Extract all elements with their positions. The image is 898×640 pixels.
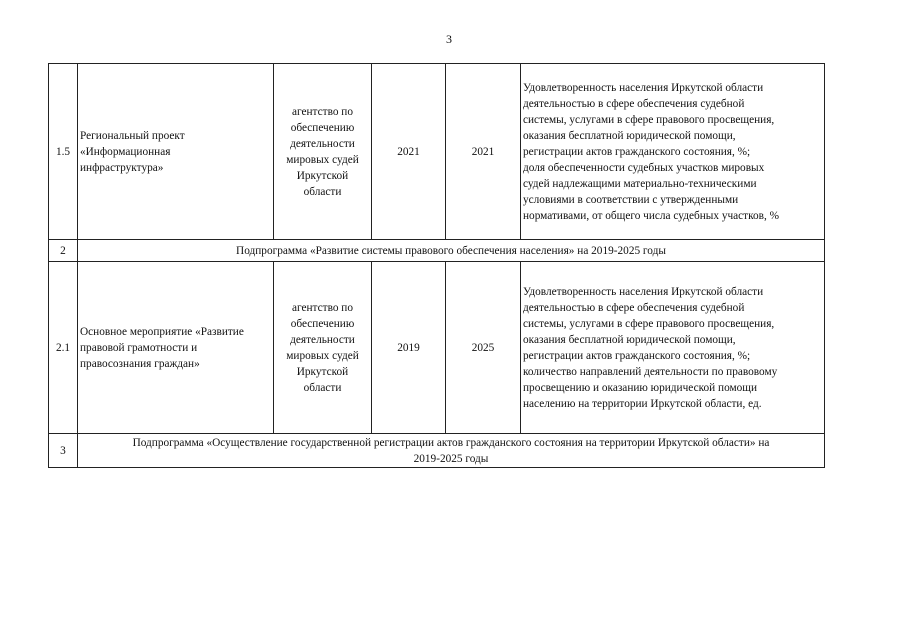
indicator-line: условиями в соответствии с утвержденными [523,193,739,206]
activity-name [78,64,274,240]
page-number: 3 [446,32,452,46]
activity-name-line: Основное мероприятие «Развитие [80,325,244,338]
activity-name-line: правовой грамотности и [80,341,198,354]
executor-line: Иркутской [296,365,349,378]
activity-name-line: «Информационная [80,145,171,158]
indicators [521,64,825,240]
start-year: 2021 [372,64,446,240]
indicator-line: Удовлетворенность населения Иркутской области [523,81,764,94]
subprogram-row [49,434,825,468]
executor-line: агентство по [291,301,353,314]
row-number: 2.1 [49,262,78,434]
indicator-line: доля обеспеченности судебных участков мировых [523,161,765,174]
indicator-line: деятельностью в сфере обеспечения судебной [523,97,745,110]
indicator-line: судей надлежащими материально-техническими [523,177,757,190]
indicator-line: количество направлений деятельности по правовому [523,365,778,378]
program-table [48,63,825,468]
activity-name-line: инфраструктура» [80,161,164,174]
indicator-line: оказания бесплатной юридической помощи, [523,129,736,142]
indicator-line: оказания бесплатной юридической помощи, [523,333,736,346]
executor [274,64,372,240]
executor-line: области [303,185,342,198]
indicator-line: населению на территории Иркутской области, ед. [523,397,762,410]
indicator-line: регистрации актов гражданского состояния, %; [523,349,751,362]
indicator-line: системы, услугами в сфере правового просвещения, [523,317,775,330]
indicator-line: Удовлетворенность населения Иркутской области [523,285,764,298]
indicators [521,262,825,434]
subprogram-title-line: Подпрограмма «Осуществление государственной регистрации актов гражданского состояния на территории Иркутской области» на [132,436,770,449]
end-year: 2025 [446,262,521,434]
executor-line: обеспечению [290,317,355,330]
subprogram-title [78,240,825,262]
row-number: 3 [49,434,78,468]
executor [274,262,372,434]
activity-name-line: Региональный проект [80,129,185,142]
executor-line: мировых судей [286,153,359,166]
subprogram-title-line: 2019-2025 годы [413,452,489,465]
executor-line: деятельности [290,333,355,346]
indicator-line: регистрации актов гражданского состояния, %; [523,145,751,158]
indicator-line: системы, услугами в сфере правового просвещения, [523,113,775,126]
end-year: 2021 [446,64,521,240]
subprogram-row [49,240,825,262]
activity-name [78,262,274,434]
subprogram-title-line: Подпрограмма «Развитие системы правового обеспечения населения» на 2019-2025 годы [236,244,666,257]
subprogram-title [78,434,825,468]
table-row [49,262,825,434]
executor-line: агентство по [291,105,353,118]
indicator-line: деятельностью в сфере обеспечения судебной [523,301,745,314]
start-year: 2019 [372,262,446,434]
indicator-line: нормативами, от общего числа судебных участков, % [523,209,780,222]
executor-line: области [303,381,342,394]
row-number: 1.5 [49,64,78,240]
activity-name-line: правосознания граждан» [80,357,200,370]
table-row [49,64,825,240]
executor-line: обеспечению [290,121,355,134]
executor-line: мировых судей [286,349,359,362]
executor-line: Иркутской [296,169,349,182]
row-number: 2 [49,240,78,262]
indicator-line: просвещению и оказанию юридической помощи [523,381,758,394]
executor-line: деятельности [290,137,355,150]
